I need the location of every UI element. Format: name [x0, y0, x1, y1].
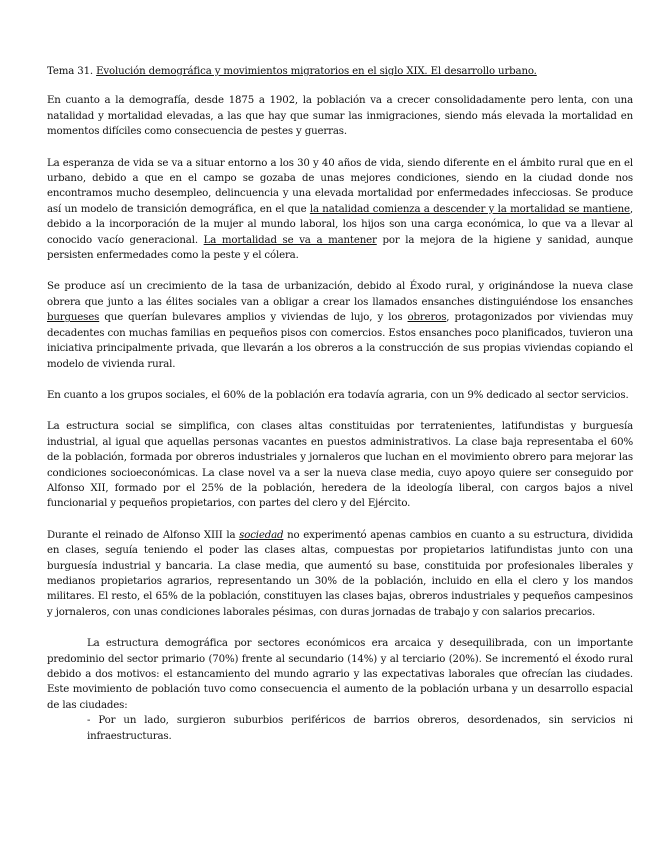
underlined-text: obreros	[407, 312, 447, 324]
title-prefix: Tema 31.	[47, 66, 94, 77]
text-run: , debido a la incorporación de la mujer al mundo laboral, los hijos son una carga económica, lo que va a llevar al conocido vacío generacional.	[47, 203, 633, 246]
text-run: La esperanza de vida se va a situar entorno a los 30 y 40 años de vida, siendo diferente en el ámbito rural que en el urbano, debido a que en el campo se gozaba de unas mejores condiciones, siendo en la ciudad donde nos encontramos mucho desempleo, delincuencia y una elevada mortalidad por enfermedades infecciosas. Se produce así un modelo de transición demográfica, en el que	[47, 157, 633, 215]
underlined-text: sociedad	[239, 529, 284, 541]
text-run: Durante el reinado de Alfonso XIII la	[47, 529, 240, 541]
title-text: Evolución demográfica y movimientos migratorios en el siglo XIX. El desarrollo urbano.	[96, 66, 537, 77]
text-run: no experimentó apenas cambios en cuanto a su estructura, dividida en clases, seguía teniendo el poder las clases altas, compuestas por propietarios latifundistas junto con una burguesía industrial y bancaria. La clase media, que aumentó su base, constituida por profesionales liberales y medianos propietarios agrarios, representando un 30% de la población, incluido en ella el clero y los mandos militares. El resto, el 65% de la población, constituyen las clases bajas, obreros industriales y pequeños campesinos y jornaleros, con unas condiciones laborales pésimas, con duras jornadas de trabajo y con salarios precarios.	[47, 529, 633, 618]
paragraph-urbanization	[47, 279, 633, 371]
bullet-item: - Por un lado, surgieron suburbios periféricos de barrios obreros, desordenados, sin servicios ni infraestructuras.	[87, 715, 633, 742]
document-body	[47, 64, 633, 744]
paragraph-demography: En cuanto a la demografía, desde 1875 a 1902, la población va a crecer consolidadamente pero lenta, con una natalidad y mortalidad elevadas, a las que hay que sumar las inmigraciones, siendo más elevada la mortalidad en momentos difíciles como consecuencia de pestes y guerras.	[47, 95, 633, 138]
text-run: que querían bulevares amplios y viviendas de lujo, y los	[99, 312, 408, 324]
paragraph-alfonso-xiii	[47, 528, 633, 620]
paragraph-social-structure: La estructura social se simplifica, con clases altas constituidas por terratenientes, latifundistas y burguesía industrial, al igual que aquellas personas vacantes en puestos administrativos. La clase baja representaba el 60% de la población, formada por obreros industriales y jornaleros que luchan en el movimiento obrero para mejorar las condiciones socioeconómicas. La clase novel va a ser la nueva clase media, cuyo apoyo quiere ser conseguido por Alfonso XII, formado por el 25% de la población, heredera de la ideología liberal, con cargos bajos a nivel funcionarial y pequeños propietarios, con partes del clero y del Ejército.	[47, 421, 633, 510]
text-run: por la mejora de la higiene y sanidad, aunque persisten enfermedades como la peste y el cólera.	[47, 234, 633, 262]
underlined-text: burgueses	[47, 312, 100, 324]
paragraph-life-expectancy	[47, 156, 633, 264]
page-title	[47, 64, 633, 79]
paragraph-economic-sectors: La estructura demográfica por sectores económicos era arcaica y desequilibrada, con un importante predominio del sector primario (70%) frente al secundario (14%) y al terciario (20%). Se incrementó el éxodo rural debido a dos motivos: el estancamiento del mundo agrario y las expectativas laborales que ofrecían las ciudades. Este movimiento de población tuvo como consecuencia el aumento de la población urbana y un desarrollo espacial de las ciudades:	[47, 638, 633, 711]
text-run: Se produce así un crecimiento de la tasa de urbanización, debido al Éxodo rural, y originándose la nueva clase obrera que junto a las élites sociales van a obligar a crear los llamados ensanches distinguiéndose los ensanches	[47, 281, 633, 308]
paragraph-social-groups: En cuanto a los grupos sociales, el 60% de la población era todavía agraria, con un 9% dedicado al sector servicios.	[47, 389, 629, 401]
underlined-text: la natalidad comienza a descender y la mortalidad se mantiene	[309, 203, 630, 215]
text-run: , protagonizados por viviendas muy decadentes con muchas familias en pequeños pisos con comercios. Estos ensanches poco planificados, tuvieron una iniciativa principalmente privada, que llevarán a los obreros a la construcción de sus propias viviendas copiando el modelo de vivienda rural.	[47, 312, 634, 370]
underlined-text: La mortalidad se va a mantener	[203, 234, 377, 246]
